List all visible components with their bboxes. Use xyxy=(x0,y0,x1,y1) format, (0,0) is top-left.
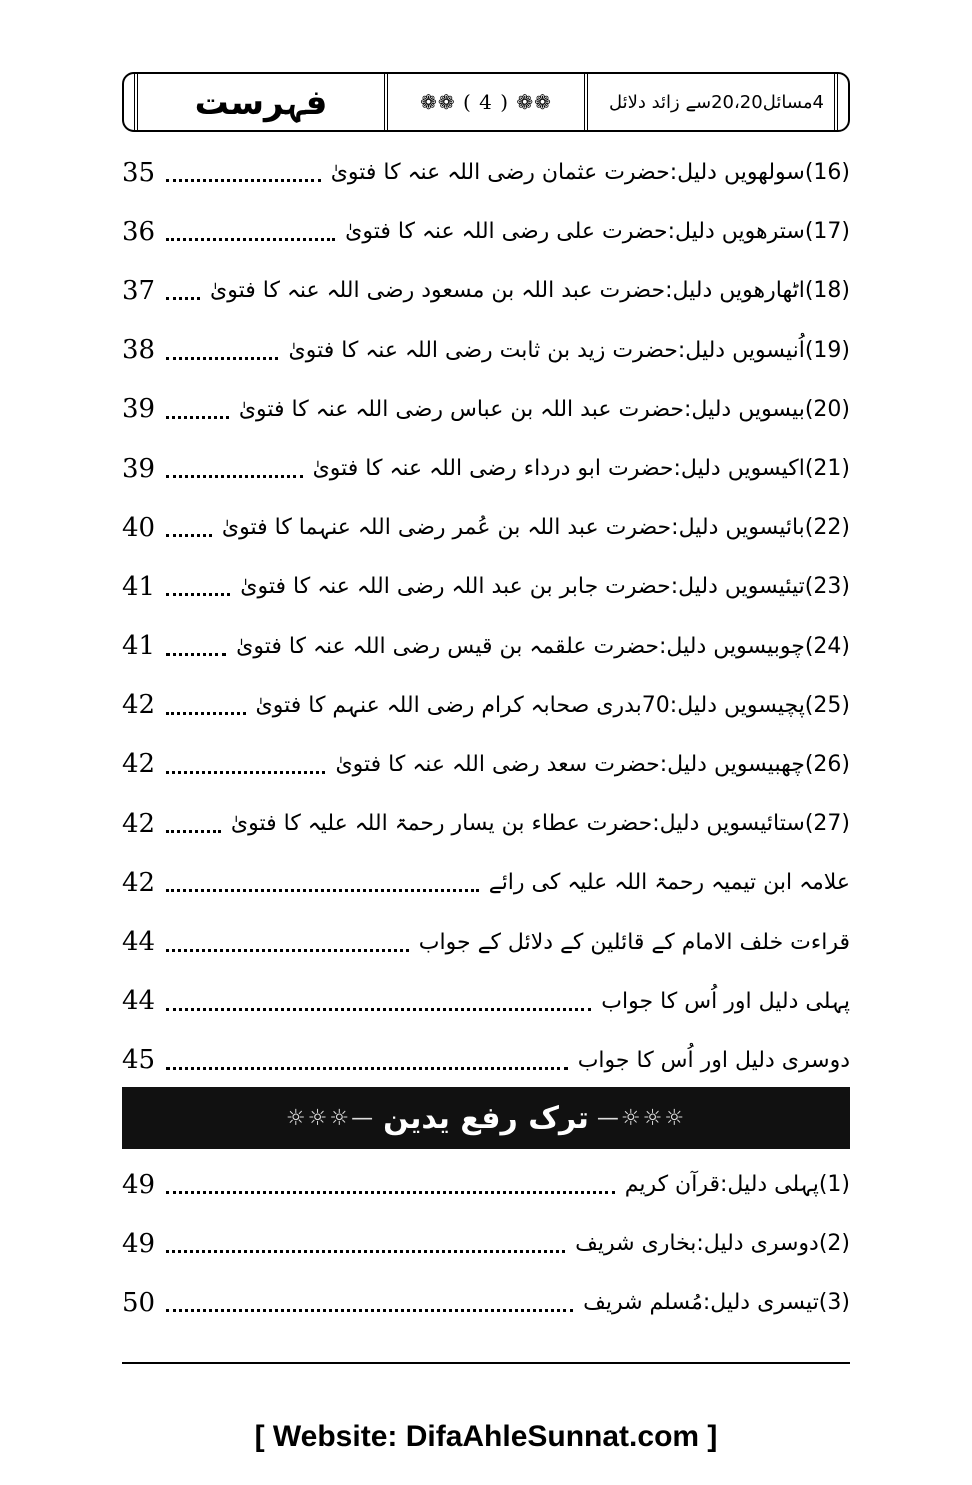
dot-leader xyxy=(166,830,221,833)
toc-entry[interactable] xyxy=(122,557,850,616)
toc-entry[interactable] xyxy=(122,380,850,439)
toc-entry-title: (3)تیسری دلیل:مُسلم شریف xyxy=(583,1290,850,1316)
toc-entry[interactable] xyxy=(122,1155,850,1214)
toc-page-number: 38 xyxy=(122,335,156,366)
dot-leader xyxy=(166,238,335,241)
toc-entry[interactable] xyxy=(122,439,850,498)
toc-page-number: 42 xyxy=(122,808,156,839)
dot-leader xyxy=(166,1250,565,1253)
toc-entry-title: دوسری دلیل اور اُس کا جواب xyxy=(577,1047,850,1073)
toc-entry[interactable] xyxy=(122,1273,850,1332)
toc-entry-title: (23)تیئیسویں دلیل:حضرت جابر بن عبد اللہ رضی اللہ عنہ کا فتویٰ xyxy=(240,574,850,600)
toc-page-number: 44 xyxy=(122,986,156,1017)
toc-page-number: 42 xyxy=(122,867,156,898)
toc-entry-title: (21)اکیسویں دلیل:حضرت ابو درداء رضی اللہ عنہ کا فتویٰ xyxy=(312,456,850,482)
toc-entry-title: (2)دوسری دلیل:بخاری شریف xyxy=(575,1231,850,1257)
toc-entry-title: (17)سترھویں دلیل:حضرت علی رضی اللہ عنہ کا فتویٰ xyxy=(345,219,850,245)
toc-entry-title: (20)بیسویں دلیل:حضرت عبد اللہ بن عباس رضی اللہ عنہ کا فتویٰ xyxy=(238,396,850,422)
dot-leader xyxy=(166,1067,568,1070)
bottom-divider xyxy=(122,1362,850,1364)
toc-entry[interactable] xyxy=(122,735,850,794)
toc-entry[interactable] xyxy=(122,617,850,676)
toc-entry[interactable] xyxy=(122,321,850,380)
toc-entry[interactable] xyxy=(122,676,850,735)
toc-entry-title: (22)بائیسویں دلیل:حضرت عبد اللہ بن عُمر رضی اللہ عنہما کا فتویٰ xyxy=(221,515,850,541)
toc-entry-title: (18)اٹھارھویں دلیل:حضرت عبد اللہ بن مسعود رضی اللہ عنہ کا فتویٰ xyxy=(210,278,850,304)
toc-entry-title: (27)ستائیسویں دلیل:حضرت عطاء بن یسار رحمۃ اللہ علیہ کا فتویٰ xyxy=(230,811,850,837)
dot-leader xyxy=(166,889,479,892)
toc-entry-title: (25)پچیسویں دلیل:70بدری صحابہ کرام رضی اللہ عنہم کا فتویٰ xyxy=(255,692,850,718)
toc-entry-title: پہلی دلیل اور اُس کا جواب xyxy=(601,988,850,1014)
toc-page-number: 49 xyxy=(122,1228,156,1259)
toc-entry[interactable] xyxy=(122,143,850,202)
toc-page-number: 41 xyxy=(122,571,156,602)
dot-leader xyxy=(166,534,212,537)
toc-entry[interactable] xyxy=(122,261,850,320)
toc-entry-title: (19)اُنیسویں دلیل:حضرت زید بن ثابت رضی اللہ عنہ کا فتویٰ xyxy=(288,337,850,363)
section-banner xyxy=(122,1087,850,1149)
page-header xyxy=(122,72,850,132)
toc-page-number: 40 xyxy=(122,512,156,543)
toc-entry-title: (16)سولھویں دلیل:حضرت عثمان رضی اللہ عنہ کا فتویٰ xyxy=(330,160,850,186)
toc-page-number: 35 xyxy=(122,157,156,188)
dot-leader xyxy=(166,357,278,360)
dot-leader xyxy=(166,949,409,952)
dot-leader xyxy=(166,1008,591,1011)
section-title-cell xyxy=(138,74,388,130)
book-title: 4مسائل20،20سے زائد دلائل xyxy=(608,91,824,113)
toc-page-number: 42 xyxy=(122,749,156,780)
toc-page-number: 41 xyxy=(122,631,156,662)
toc-page-number: 42 xyxy=(122,690,156,721)
section-title: فہرست xyxy=(194,82,328,123)
toc-entry[interactable] xyxy=(122,498,850,557)
toc-entry-title: قراءت خلف الامام کے قائلین کے دلائل کے جواب xyxy=(418,929,850,955)
toc-page-number: 50 xyxy=(122,1287,156,1318)
header-frame-right xyxy=(834,74,848,130)
page-number-cell xyxy=(388,74,588,130)
banner-title: ترک رفع یدین xyxy=(383,1100,589,1136)
toc-entry[interactable] xyxy=(122,853,850,912)
toc-entry[interactable] xyxy=(122,794,850,853)
toc-list-part1 xyxy=(122,143,850,1090)
dot-leader xyxy=(166,712,246,715)
toc-page-number: 44 xyxy=(122,927,156,958)
dot-leader xyxy=(166,179,321,182)
toc-entry[interactable] xyxy=(122,972,850,1031)
dot-leader xyxy=(166,475,303,478)
toc-page-number: 39 xyxy=(122,394,156,425)
toc-entry-title: (1)پہلی دلیل:قرآن کریم xyxy=(624,1172,850,1198)
toc-entry[interactable] xyxy=(122,1214,850,1273)
dot-leader xyxy=(166,297,200,300)
dot-leader xyxy=(166,593,230,596)
toc-entry-title: علامہ ابن تیمیہ رحمۃ اللہ علیہ کی رائے xyxy=(488,870,850,896)
dot-leader xyxy=(166,653,226,656)
page-number: ❁❁ ( 4 ) ❁❁ xyxy=(420,90,552,114)
toc-entry-title: (26)چھبیسویں دلیل:حضرت سعد رضی اللہ عنہ کا فتویٰ xyxy=(335,751,850,777)
dot-leader xyxy=(166,771,325,774)
dot-leader xyxy=(166,416,229,419)
toc-entry-title: (24)چوبیسویں دلیل:حضرت علقمہ بن قیس رضی اللہ عنہ کا فتویٰ xyxy=(236,633,850,659)
toc-page-number: 36 xyxy=(122,216,156,247)
toc-list-part2 xyxy=(122,1155,850,1333)
toc-page-number: 45 xyxy=(122,1045,156,1076)
banner-ornament-left: ☼☼☼— xyxy=(285,1105,376,1131)
banner-ornament-right: —☼☼☼ xyxy=(596,1105,687,1131)
dot-leader xyxy=(166,1191,615,1194)
header-frame-left xyxy=(124,74,138,130)
toc-page-number: 37 xyxy=(122,275,156,306)
website-footer: [ Website: DifaAhleSunnat.com ] xyxy=(254,1420,718,1453)
toc-entry[interactable] xyxy=(122,1031,850,1090)
toc-page-number: 49 xyxy=(122,1169,156,1200)
book-title-cell xyxy=(588,74,834,130)
toc-entry[interactable] xyxy=(122,202,850,261)
toc-page-number: 39 xyxy=(122,453,156,484)
toc-entry[interactable] xyxy=(122,912,850,971)
dot-leader xyxy=(166,1309,573,1312)
